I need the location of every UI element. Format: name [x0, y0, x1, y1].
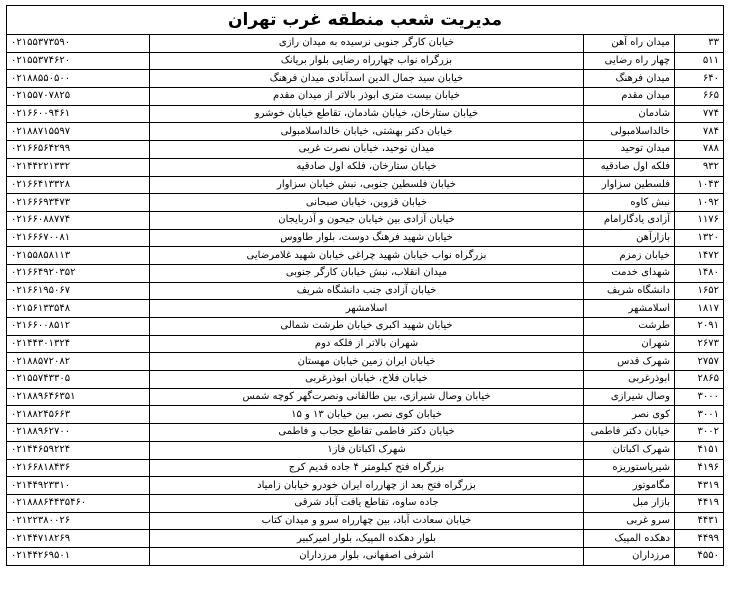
branch-name-cell: دانشگاه شریف — [584, 282, 675, 300]
branch-code-cell: ۴۴۹۹ — [675, 530, 724, 548]
branch-address-cell: اسلامشهر — [150, 300, 584, 318]
branch-name-cell: میدان مقدم — [584, 88, 675, 106]
branch-name-cell: بازارآهن — [584, 229, 675, 247]
branch-code-cell: ۱۳۲۰ — [675, 229, 724, 247]
branch-name-cell: ابوذرغربی — [584, 371, 675, 389]
branch-name-cell: سرو غربی — [584, 512, 675, 530]
branch-address-cell: خیابان ستارخان، خیابان شادمان، تقاطع خیابان خوشرو — [150, 105, 584, 123]
table-row — [7, 211, 724, 229]
branch-name-cell: میدان راه آهن — [584, 35, 675, 53]
branch-table — [6, 34, 724, 566]
branch-code-cell: ۷۷۴ — [675, 105, 724, 123]
branch-code-cell: ۴۵۵۰ — [675, 547, 724, 565]
table-row — [7, 176, 724, 194]
branch-address-cell: خیابان فلسطین جنوبی، نبش خیابان سزاوار — [150, 176, 584, 194]
branch-code-cell: ۱۰۴۳ — [675, 176, 724, 194]
branch-phone-cell: ۰۲۱۶۶۶۷۰۰۸۱ — [7, 229, 150, 247]
branch-phone-cell: ۰۲۱۸۸۸۶۴۴۳۵۴۶۰ — [7, 494, 150, 512]
table-row — [7, 388, 724, 406]
branch-address-cell: خیابان آزادی جنب دانشگاه شریف — [150, 282, 584, 300]
branch-name-cell: شادمان — [584, 105, 675, 123]
table-row — [7, 247, 724, 265]
branch-phone-cell: ۰۲۱۴۴۲۲۱۳۳۲ — [7, 158, 150, 176]
branch-address-cell: بلوار دهکده المپیک، بلوار امیرکبیر — [150, 530, 584, 548]
branch-code-cell: ۵۱۱ — [675, 52, 724, 70]
branch-phone-cell: ۰۲۱۶۶۴۱۳۳۲۸ — [7, 176, 150, 194]
branch-address-cell: خیابان دکتر فاطمی تقاطع حجاب و فاطمی — [150, 424, 584, 442]
branch-address-cell: خیابان سید جمال الدین اسدآبادی میدان فرهنگ — [150, 70, 584, 88]
branch-name-cell: خیابان دکتر فاطمی — [584, 424, 675, 442]
table-row — [7, 123, 724, 141]
branch-name-cell: شهران — [584, 335, 675, 353]
table-row — [7, 512, 724, 530]
table-row — [7, 264, 724, 282]
branch-code-cell: ۱۶۵۲ — [675, 282, 724, 300]
table-row — [7, 547, 724, 565]
branch-code-cell: ۲۷۵۷ — [675, 353, 724, 371]
branch-code-cell: ۴۱۹۶ — [675, 459, 724, 477]
table-row — [7, 353, 724, 371]
branch-code-cell: ۳۰۰۰ — [675, 388, 724, 406]
table-row — [7, 105, 724, 123]
branch-phone-cell: ۰۲۱۵۵۳۷۴۶۲۰ — [7, 52, 150, 70]
table-row — [7, 52, 724, 70]
branch-phone-cell: ۰۲۱۸۸۷۱۵۵۹۷ — [7, 123, 150, 141]
branch-phone-cell: ۰۲۱۶۶۱۹۵۰۶۷ — [7, 282, 150, 300]
branch-code-cell: ۴۱۵۱ — [675, 441, 724, 459]
branch-code-cell: ۳۳ — [675, 35, 724, 53]
branch-name-cell: فلکه اول صادقیه — [584, 158, 675, 176]
branch-name-cell: مرزداران — [584, 547, 675, 565]
branch-name-cell: اسلامشهر — [584, 300, 675, 318]
branch-address-cell: بزرگراه فتح بعد از چهارراه ایران خودرو خیابان زامیاد — [150, 477, 584, 495]
table-row — [7, 88, 724, 106]
branch-phone-cell: ۰۲۱۴۴۷۱۸۲۶۹ — [7, 530, 150, 548]
branch-code-cell: ۱۱۷۶ — [675, 211, 724, 229]
branch-code-cell: ۴۳۱۹ — [675, 477, 724, 495]
branch-code-cell: ۴۴۳۱ — [675, 512, 724, 530]
branch-address-cell: میدان توحید، خیابان نصرت غربی — [150, 141, 584, 159]
table-row — [7, 318, 724, 336]
branch-phone-cell: ۰۲۱۵۵۷۴۳۳۰۵ — [7, 371, 150, 389]
branch-name-cell: شهرک قدس — [584, 353, 675, 371]
page-title: مدیریت شعب منطقه غرب تهران — [6, 5, 724, 34]
table-row — [7, 530, 724, 548]
branch-code-cell: ۶۴۰ — [675, 70, 724, 88]
branch-code-cell: ۱۴۸۰ — [675, 264, 724, 282]
branch-phone-cell: ۰۲۱۶۶۰۰۹۴۶۱ — [7, 105, 150, 123]
branch-address-cell: خیابان وصال شیرازی، بین طالقانی ونصرت‌گهر کوچه شمس — [150, 388, 584, 406]
branch-phone-cell: ۰۲۱۸۸۲۴۵۶۶۳ — [7, 406, 150, 424]
branch-phone-cell: ۰۲۱۸۸۹۶۲۷۰۰ — [7, 424, 150, 442]
branch-code-cell: ۱۸۱۷ — [675, 300, 724, 318]
branch-code-cell: ۲۰۹۱ — [675, 318, 724, 336]
branch-code-cell: ۲۶۷۳ — [675, 335, 724, 353]
branch-phone-cell: ۰۲۱۶۶۰۰۸۵۱۲ — [7, 318, 150, 336]
branch-name-cell: شهدای خدمت — [584, 264, 675, 282]
branch-code-cell: ۶۶۵ — [675, 88, 724, 106]
branch-address-cell: خیابان کارگر جنوبی نرسیده به میدان رازی — [150, 35, 584, 53]
branch-phone-cell: ۰۲۱۴۴۹۲۳۳۱۰ — [7, 477, 150, 495]
branch-address-cell: خیابان ایران زمین خیابان مهستان — [150, 353, 584, 371]
branch-phone-cell: ۰۲۱۴۴۳۰۱۳۲۴ — [7, 335, 150, 353]
table-row — [7, 141, 724, 159]
branch-name-cell: دهکده المپیک — [584, 530, 675, 548]
branch-name-cell: فلسطین سزاوار — [584, 176, 675, 194]
branch-code-cell: ۳۰۰۱ — [675, 406, 724, 424]
branch-address-cell: خیابان قزوین، خیابان صبحانی — [150, 194, 584, 212]
branch-address-cell: خیابان شهید اکبری خیابان طرشت شمالی — [150, 318, 584, 336]
branch-address-cell: شهران بالاتر از فلکه دوم — [150, 335, 584, 353]
branch-name-cell: آزادی یادگارامام — [584, 211, 675, 229]
branch-address-cell: خیابان دکتر بهشتی، خیابان خالداسلامبولی — [150, 123, 584, 141]
table-row — [7, 371, 724, 389]
branch-name-cell: خیابان زمزم — [584, 247, 675, 265]
branch-name-cell: بازار مبل — [584, 494, 675, 512]
branch-address-cell: جاده ساوه، تقاطع یافت آباد شرقی — [150, 494, 584, 512]
table-row — [7, 459, 724, 477]
branch-name-cell: کوی نصر — [584, 406, 675, 424]
branch-address-cell: خیابان فلاح، خیابان ابوذرغربی — [150, 371, 584, 389]
table-row — [7, 194, 724, 212]
branch-phone-cell: ۰۲۱۸۸۹۶۴۶۳۵۱ — [7, 388, 150, 406]
branch-code-cell: ۲۸۶۵ — [675, 371, 724, 389]
table-row — [7, 158, 724, 176]
branch-phone-cell: ۰۲۱۵۵۸۵۸۱۱۳ — [7, 247, 150, 265]
table-row — [7, 424, 724, 442]
branch-phone-cell: ۰۲۱۶۶۴۹۲۰۳۵۲ — [7, 264, 150, 282]
branch-code-cell: ۱۴۷۲ — [675, 247, 724, 265]
branch-address-cell: خیابان ستارخان، فلکه اول صادقیه — [150, 158, 584, 176]
branch-address-cell: خیابان بیست متری ابوذر بالاتر از میدان مقدم — [150, 88, 584, 106]
branch-code-cell: ۷۸۸ — [675, 141, 724, 159]
branch-phone-cell: ۰۲۱۸۸۵۵۰۵۰۰ — [7, 70, 150, 88]
branch-name-cell: نبش کاوه — [584, 194, 675, 212]
branch-address-cell: بزرگراه فتح کیلومتر ۴ جاده قدیم کرج — [150, 459, 584, 477]
branch-address-cell: خیابان آزادی بین خیابان جیحون و آذربایجان — [150, 211, 584, 229]
branch-code-cell: ۴۴۱۹ — [675, 494, 724, 512]
branch-name-cell: خالداسلامبولی — [584, 123, 675, 141]
branch-phone-cell: ۰۲۱۶۶۶۹۳۴۷۳ — [7, 194, 150, 212]
branch-code-cell: ۹۳۲ — [675, 158, 724, 176]
branch-phone-cell: ۰۲۱۸۸۵۷۲۰۸۲ — [7, 353, 150, 371]
branch-address-cell: اشرفی اصفهانی، بلوار مرزداران — [150, 547, 584, 565]
table-row — [7, 406, 724, 424]
table-row — [7, 494, 724, 512]
table-row — [7, 282, 724, 300]
branch-code-cell: ۳۰۰۲ — [675, 424, 724, 442]
branch-name-cell: چهار راه رضایی — [584, 52, 675, 70]
branch-name-cell: شیرپاستوریزه — [584, 459, 675, 477]
branch-phone-cell: ۰۲۱۵۵۷۰۷۸۲۵ — [7, 88, 150, 106]
branch-table-body — [7, 35, 724, 566]
branch-phone-cell: ۰۲۱۴۴۶۵۹۲۲۴ — [7, 441, 150, 459]
table-row — [7, 477, 724, 495]
branch-directory-sheet — [6, 5, 724, 566]
branch-name-cell: شهرک اکباتان — [584, 441, 675, 459]
table-row — [7, 35, 724, 53]
branch-address-cell: خیابان سعادت آباد، بین چهارراه سرو و میدان کتاب — [150, 512, 584, 530]
branch-address-cell: بزرگراه نواب چهارراه رضایی بلوار بریانک — [150, 52, 584, 70]
table-row — [7, 441, 724, 459]
table-row — [7, 335, 724, 353]
branch-phone-cell: ۰۲۱۶۶۵۶۴۲۹۹ — [7, 141, 150, 159]
branch-phone-cell: ۰۲۱۵۵۳۷۳۵۹۰ — [7, 35, 150, 53]
branch-phone-cell: ۰۲۱۲۲۳۸۰۰۲۶ — [7, 512, 150, 530]
branch-name-cell: مگاموتور — [584, 477, 675, 495]
branch-phone-cell: ۰۲۱۶۶۰۸۸۷۷۴ — [7, 211, 150, 229]
branch-name-cell: طرشت — [584, 318, 675, 336]
table-row — [7, 70, 724, 88]
branch-phone-cell: ۰۲۱۶۶۸۱۸۴۳۶ — [7, 459, 150, 477]
branch-name-cell: وصال شیرازی — [584, 388, 675, 406]
branch-address-cell: خیابان کوی نصر، بین خیابان ۱۳ و ۱۵ — [150, 406, 584, 424]
table-row — [7, 229, 724, 247]
table-row — [7, 300, 724, 318]
branch-phone-cell: ۰۲۱۴۴۲۶۹۵۰۱ — [7, 547, 150, 565]
branch-address-cell: شهرک اکباتان فاز۱ — [150, 441, 584, 459]
branch-address-cell: میدان انقلاب، نبش خیابان کارگر جنوبی — [150, 264, 584, 282]
branch-name-cell: میدان توحید — [584, 141, 675, 159]
branch-phone-cell: ۰۲۱۵۶۱۳۳۵۴۸ — [7, 300, 150, 318]
branch-code-cell: ۱۰۹۲ — [675, 194, 724, 212]
branch-code-cell: ۷۸۴ — [675, 123, 724, 141]
branch-name-cell: میدان فرهنگ — [584, 70, 675, 88]
branch-address-cell: بزرگراه نواب خیابان شهید چراغی خیابان شهید غلامرضایی — [150, 247, 584, 265]
branch-address-cell: خیابان شهید فرهنگ دوست، بلوار طاووس — [150, 229, 584, 247]
